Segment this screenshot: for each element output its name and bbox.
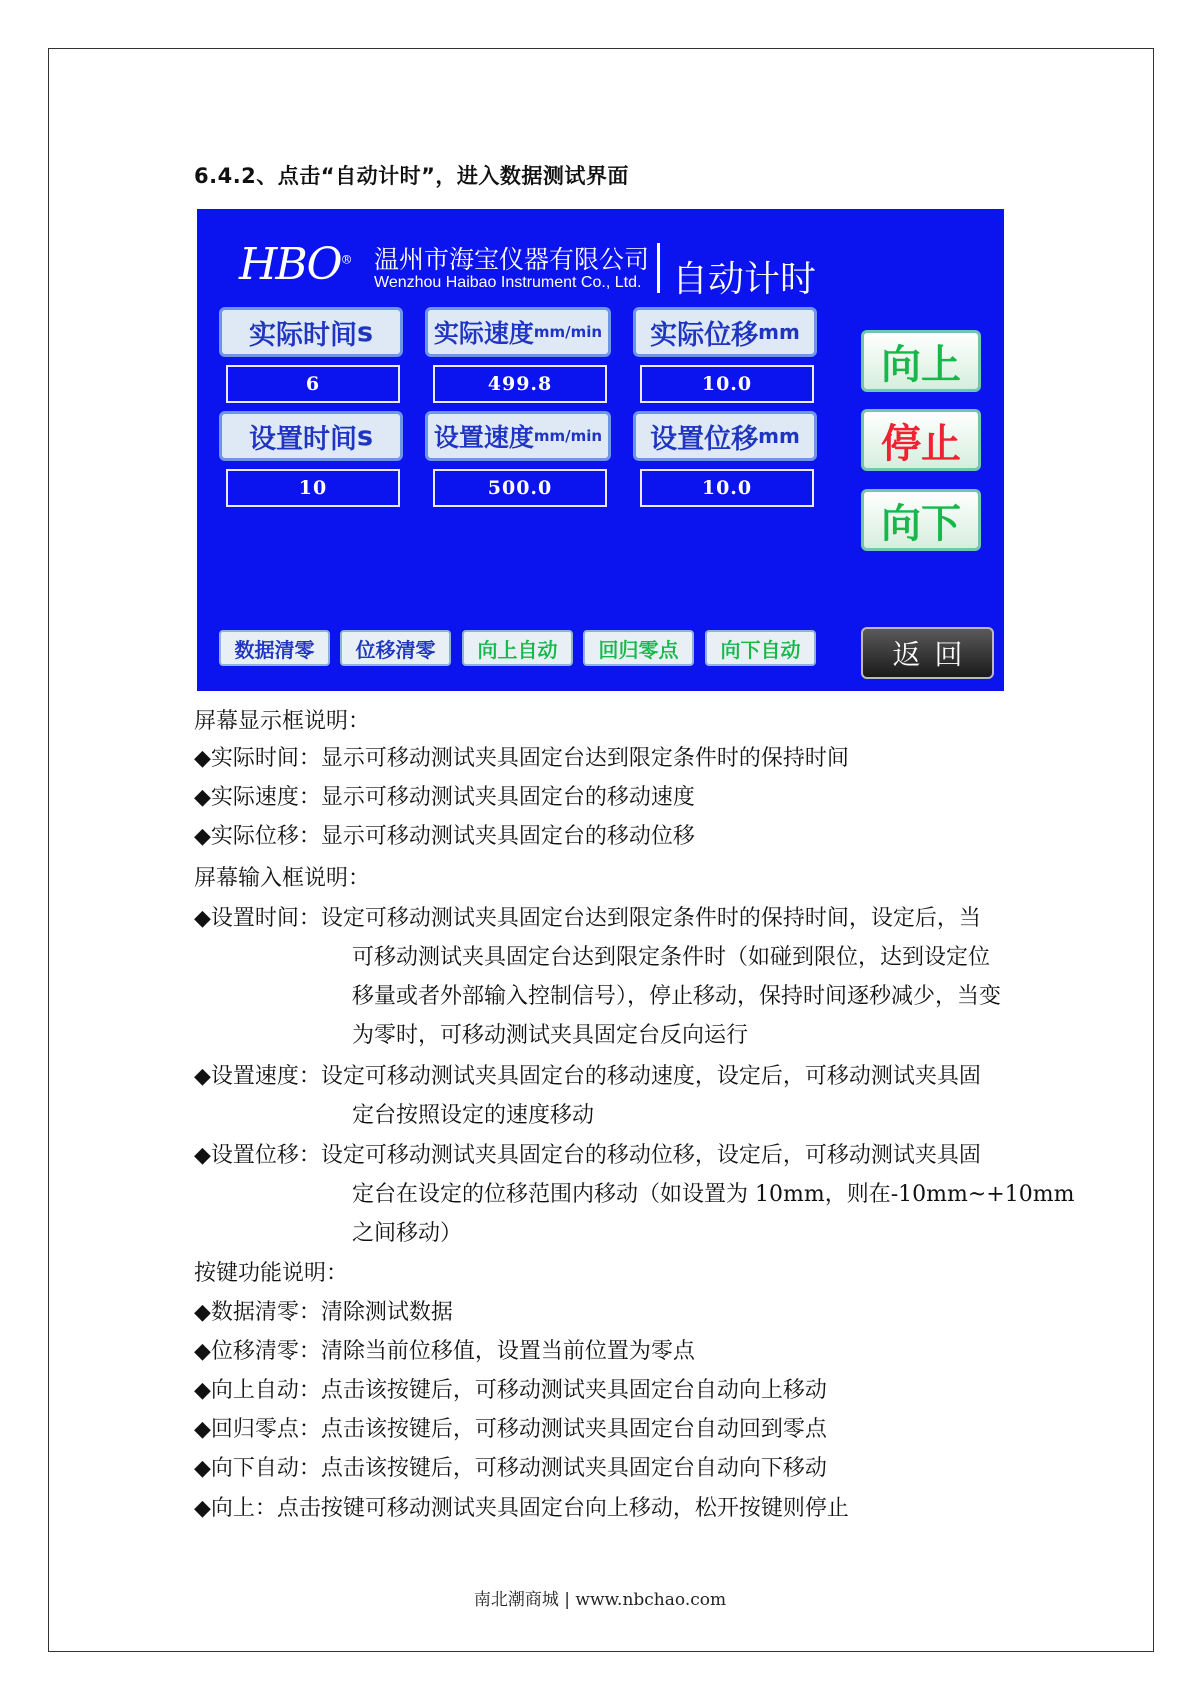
actual-displacement-display: 10.0 <box>640 365 814 403</box>
company-name-cn: 温州市海宝仪器有限公司 <box>374 245 650 274</box>
actual-speed-unit: mm/min <box>533 323 603 341</box>
set-speed-label-text: 设置速度 <box>433 423 534 452</box>
input-item-set-displacement-line1: ◆设置位移：设定可移动测试夹具固定台的移动位移，设定后，可移动测试夹具固 <box>194 1143 981 1168</box>
actual-time-unit: s <box>356 316 374 348</box>
input-item-set-time-line3: 移量或者外部输入控制信号），停止移动，保持时间逐秒减少，当变 <box>352 984 1002 1009</box>
set-time-label-text: 设置时间 <box>248 423 357 455</box>
actual-displacement-unit: mm <box>758 320 800 344</box>
hmi-screenshot <box>197 209 1004 691</box>
actual-time-label <box>219 307 403 357</box>
return-zero-button[interactable]: 回归零点 <box>583 630 694 666</box>
actual-displacement-label <box>633 307 817 357</box>
display-item-actual-displacement: ◆实际位移：显示可移动测试夹具固定台的移动位移 <box>194 824 695 849</box>
key-item-up: ◆向上：点击按键可移动测试夹具固定台向上移动，松开按键则停止 <box>194 1496 849 1521</box>
screen-title: 自动计时 <box>672 259 817 300</box>
auto-down-button[interactable]: 向下自动 <box>705 630 816 666</box>
input-item-set-displacement-line3: 之间移动） <box>352 1221 463 1246</box>
title-separator <box>657 243 660 293</box>
actual-speed-display: 499.8 <box>433 365 607 403</box>
actual-speed-label-text: 实际速度 <box>433 319 534 348</box>
set-displacement-unit: mm <box>758 424 800 448</box>
set-time-unit: s <box>356 420 374 452</box>
display-item-actual-speed: ◆实际速度：显示可移动测试夹具固定台的移动速度 <box>194 785 695 810</box>
actual-displacement-label-text: 实际位移 <box>650 319 759 351</box>
set-speed-unit: mm/min <box>533 427 603 445</box>
key-item-auto-down: ◆向下自动：点击该按键后，可移动测试夹具固定台自动向下移动 <box>194 1456 827 1481</box>
registered-mark: ® <box>340 252 351 267</box>
clear-displacement-button[interactable]: 位移清零 <box>340 630 451 666</box>
key-item-clear-data: ◆数据清零：清除测试数据 <box>194 1300 453 1325</box>
input-section-heading: 屏幕输入框说明： <box>194 866 371 891</box>
auto-up-button[interactable]: 向上自动 <box>462 630 573 666</box>
back-button[interactable]: 返回 <box>861 627 994 679</box>
input-item-set-displacement-line2: 定台在设定的位移范围内移动（如设置为 10mm，则在-10mm~+10mm <box>352 1182 1075 1207</box>
key-item-return-zero: ◆回归零点：点击该按键后，可移动测试夹具固定台自动回到零点 <box>194 1417 827 1442</box>
input-item-set-time-line4: 为零时，可移动测试夹具固定台反向运行 <box>352 1023 749 1048</box>
set-time-input[interactable]: 10 <box>226 469 400 507</box>
stop-button[interactable]: 停止 <box>861 409 981 471</box>
set-displacement-label <box>633 411 817 461</box>
input-item-set-time-line2: 可移动测试夹具固定台达到限定条件时（如碰到限位，达到设定位 <box>352 945 991 970</box>
up-button[interactable]: 向上 <box>861 330 981 392</box>
input-item-set-speed-line2: 定台按照设定的速度移动 <box>352 1103 595 1128</box>
hbo-logo <box>239 239 351 290</box>
actual-time-label-text: 实际时间 <box>248 319 357 351</box>
logo-text: HBO <box>239 239 341 290</box>
key-item-clear-displacement: ◆位移清零：清除当前位移值，设置当前位置为零点 <box>194 1339 695 1364</box>
set-displacement-input[interactable]: 10.0 <box>640 469 814 507</box>
display-item-actual-time: ◆实际时间：显示可移动测试夹具固定台达到限定条件时的保持时间 <box>194 746 849 771</box>
set-speed-label <box>425 411 611 461</box>
input-item-set-speed-line1: ◆设置速度：设定可移动测试夹具固定台的移动速度，设定后，可移动测试夹具固 <box>194 1064 981 1089</box>
key-section-heading: 按键功能说明： <box>194 1261 349 1286</box>
company-name-en: Wenzhou Haibao Instrument Co., Ltd. <box>374 274 642 291</box>
down-button[interactable]: 向下 <box>861 489 981 551</box>
key-item-auto-up: ◆向上自动：点击该按键后，可移动测试夹具固定台自动向上移动 <box>194 1378 827 1403</box>
actual-time-display: 6 <box>226 365 400 403</box>
set-speed-input[interactable]: 500.0 <box>433 469 607 507</box>
actual-speed-label <box>425 307 611 357</box>
clear-data-button[interactable]: 数据清零 <box>219 630 330 666</box>
page-footer: 南北潮商城 | www.nbchao.com <box>473 1590 727 1610</box>
input-item-set-time-line1: ◆设置时间：设定可移动测试夹具固定台达到限定条件时的保持时间，设定后，当 <box>194 906 981 931</box>
section-heading: 6.4.2、点击“自动计时”，进入数据测试界面 <box>194 164 629 188</box>
set-time-label <box>219 411 403 461</box>
set-displacement-label-text: 设置位移 <box>650 423 759 455</box>
display-section-heading: 屏幕显示框说明： <box>194 709 371 734</box>
